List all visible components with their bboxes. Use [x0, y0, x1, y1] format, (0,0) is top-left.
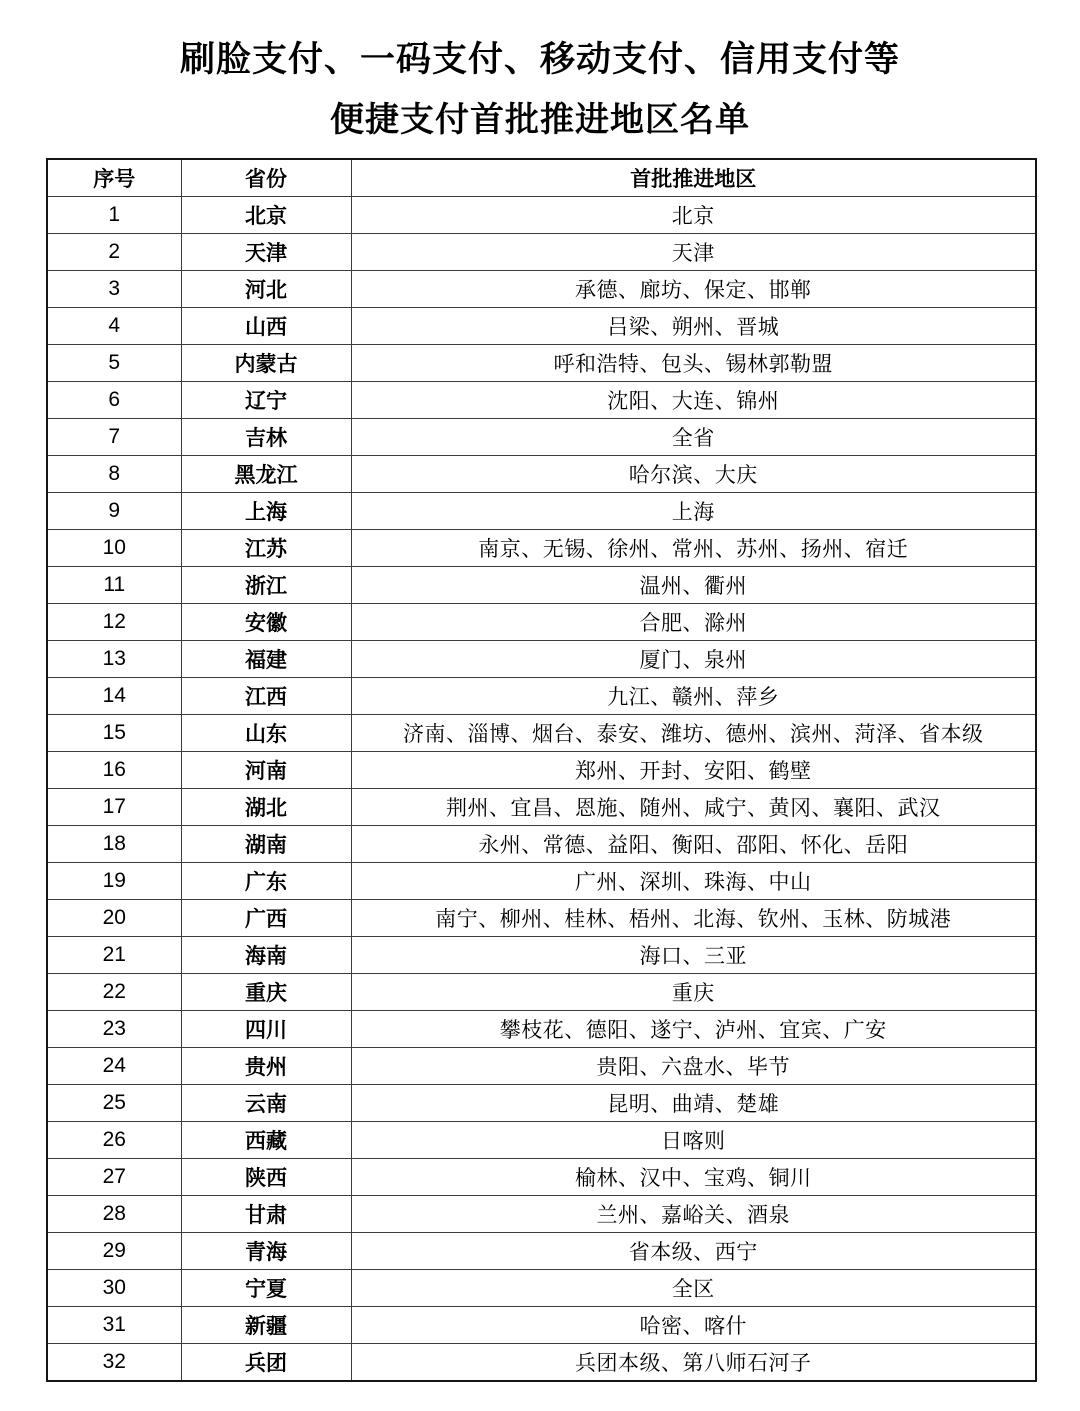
- table-header-row: [47, 159, 1036, 197]
- cell-no: 32: [47, 1344, 181, 1382]
- cell-no: 29: [47, 1233, 181, 1270]
- cell-province: 海南: [181, 937, 351, 974]
- cell-regions: 全省: [351, 419, 1036, 456]
- table-row: [47, 271, 1036, 308]
- cell-regions: 合肥、滁州: [351, 604, 1036, 641]
- cell-no: 5: [47, 345, 181, 382]
- table-row: [47, 1344, 1036, 1382]
- table-row: [47, 1048, 1036, 1085]
- cell-province: 辽宁: [181, 382, 351, 419]
- cell-regions: 兵团本级、第八师石河子: [351, 1344, 1036, 1382]
- cell-no: 7: [47, 419, 181, 456]
- cell-regions: 上海: [351, 493, 1036, 530]
- cell-regions: 攀枝花、德阳、遂宁、泸州、宜宾、广安: [351, 1011, 1036, 1048]
- cell-province: 新疆: [181, 1307, 351, 1344]
- table-row: [47, 604, 1036, 641]
- cell-no: 13: [47, 641, 181, 678]
- table-row: [47, 937, 1036, 974]
- cell-no: 28: [47, 1196, 181, 1233]
- cell-province: 广东: [181, 863, 351, 900]
- cell-province: 西藏: [181, 1122, 351, 1159]
- table-row: [47, 789, 1036, 826]
- cell-regions: 温州、衢州: [351, 567, 1036, 604]
- cell-no: 31: [47, 1307, 181, 1344]
- cell-no: 1: [47, 197, 181, 234]
- cell-regions: 榆林、汉中、宝鸡、铜川: [351, 1159, 1036, 1196]
- cell-province: 山东: [181, 715, 351, 752]
- table-row: [47, 456, 1036, 493]
- table-row: [47, 715, 1036, 752]
- cell-no: 25: [47, 1085, 181, 1122]
- cell-regions: 省本级、西宁: [351, 1233, 1036, 1270]
- cell-regions: 日喀则: [351, 1122, 1036, 1159]
- page-title-line2: 便捷支付首批推进地区名单: [330, 102, 750, 139]
- table-row: [47, 826, 1036, 863]
- cell-no: 24: [47, 1048, 181, 1085]
- cell-province: 云南: [181, 1085, 351, 1122]
- cell-no: 10: [47, 530, 181, 567]
- table-row: [47, 345, 1036, 382]
- cell-province: 宁夏: [181, 1270, 351, 1307]
- cell-regions: 承德、廊坊、保定、邯郸: [351, 271, 1036, 308]
- cell-regions: 天津: [351, 234, 1036, 271]
- cell-no: 23: [47, 1011, 181, 1048]
- table-row: [47, 1196, 1036, 1233]
- table-row: [47, 1085, 1036, 1122]
- cell-no: 26: [47, 1122, 181, 1159]
- cell-no: 11: [47, 567, 181, 604]
- cell-no: 20: [47, 900, 181, 937]
- cell-province: 黑龙江: [181, 456, 351, 493]
- cell-no: 9: [47, 493, 181, 530]
- table-body: [47, 197, 1036, 1382]
- cell-province: 青海: [181, 1233, 351, 1270]
- cell-province: 陕西: [181, 1159, 351, 1196]
- cell-province: 吉林: [181, 419, 351, 456]
- cell-regions: 重庆: [351, 974, 1036, 1011]
- table-row: [47, 234, 1036, 271]
- table-row: [47, 197, 1036, 234]
- column-header-regions: 首批推进地区: [351, 159, 1036, 197]
- table-row: [47, 1233, 1036, 1270]
- cell-regions: 呼和浩特、包头、锡林郭勒盟: [351, 345, 1036, 382]
- cell-province: 河北: [181, 271, 351, 308]
- cell-regions: 南京、无锡、徐州、常州、苏州、扬州、宿迁: [351, 530, 1036, 567]
- cell-province: 北京: [181, 197, 351, 234]
- cell-regions: 哈尔滨、大庆: [351, 456, 1036, 493]
- table-row: [47, 678, 1036, 715]
- table-row: [47, 567, 1036, 604]
- cell-regions: 吕梁、朔州、晋城: [351, 308, 1036, 345]
- cell-regions: 荆州、宜昌、恩施、随州、咸宁、黄冈、襄阳、武汉: [351, 789, 1036, 826]
- cell-no: 2: [47, 234, 181, 271]
- table-row: [47, 1270, 1036, 1307]
- cell-no: 16: [47, 752, 181, 789]
- cell-no: 3: [47, 271, 181, 308]
- cell-regions: 厦门、泉州: [351, 641, 1036, 678]
- cell-no: 21: [47, 937, 181, 974]
- table-row: [47, 1159, 1036, 1196]
- cell-no: 30: [47, 1270, 181, 1307]
- cell-province: 江西: [181, 678, 351, 715]
- table-row: [47, 641, 1036, 678]
- cell-province: 浙江: [181, 567, 351, 604]
- cell-no: 22: [47, 974, 181, 1011]
- cell-regions: 海口、三亚: [351, 937, 1036, 974]
- cell-province: 内蒙古: [181, 345, 351, 382]
- column-header-no: 序号: [47, 159, 181, 197]
- table-row: [47, 308, 1036, 345]
- region-table-container: [46, 158, 1037, 1382]
- cell-province: 甘肃: [181, 1196, 351, 1233]
- cell-province: 四川: [181, 1011, 351, 1048]
- table-row: [47, 863, 1036, 900]
- table-row: [47, 974, 1036, 1011]
- cell-regions: 贵阳、六盘水、毕节: [351, 1048, 1036, 1085]
- cell-no: 17: [47, 789, 181, 826]
- cell-no: 6: [47, 382, 181, 419]
- cell-province: 安徽: [181, 604, 351, 641]
- cell-regions: 哈密、喀什: [351, 1307, 1036, 1344]
- cell-province: 天津: [181, 234, 351, 271]
- cell-regions: 沈阳、大连、锦州: [351, 382, 1036, 419]
- cell-province: 湖北: [181, 789, 351, 826]
- cell-province: 上海: [181, 493, 351, 530]
- cell-province: 湖南: [181, 826, 351, 863]
- cell-regions: 九江、赣州、萍乡: [351, 678, 1036, 715]
- cell-no: 15: [47, 715, 181, 752]
- cell-no: 4: [47, 308, 181, 345]
- cell-no: 27: [47, 1159, 181, 1196]
- table-row: [47, 419, 1036, 456]
- cell-regions: 昆明、曲靖、楚雄: [351, 1085, 1036, 1122]
- cell-regions: 南宁、柳州、桂林、梧州、北海、钦州、玉林、防城港: [351, 900, 1036, 937]
- cell-regions: 兰州、嘉峪关、酒泉: [351, 1196, 1036, 1233]
- table-row: [47, 493, 1036, 530]
- cell-province: 广西: [181, 900, 351, 937]
- column-header-province: 省份: [181, 159, 351, 197]
- cell-province: 重庆: [181, 974, 351, 1011]
- table-row: [47, 1122, 1036, 1159]
- table-row: [47, 1307, 1036, 1344]
- cell-regions: 北京: [351, 197, 1036, 234]
- cell-regions: 全区: [351, 1270, 1036, 1307]
- cell-province: 山西: [181, 308, 351, 345]
- table-row: [47, 1011, 1036, 1048]
- cell-no: 14: [47, 678, 181, 715]
- region-table: [46, 158, 1037, 1382]
- cell-regions: 永州、常德、益阳、衡阳、邵阳、怀化、岳阳: [351, 826, 1036, 863]
- cell-regions: 济南、淄博、烟台、泰安、潍坊、德州、滨州、菏泽、省本级: [351, 715, 1036, 752]
- table-row: [47, 382, 1036, 419]
- cell-no: 12: [47, 604, 181, 641]
- table-row: [47, 900, 1036, 937]
- cell-province: 福建: [181, 641, 351, 678]
- cell-regions: 广州、深圳、珠海、中山: [351, 863, 1036, 900]
- cell-no: 8: [47, 456, 181, 493]
- document-header: [0, 0, 1080, 141]
- cell-province: 河南: [181, 752, 351, 789]
- cell-province: 江苏: [181, 530, 351, 567]
- table-row: [47, 752, 1036, 789]
- cell-province: 兵团: [181, 1344, 351, 1382]
- cell-province: 贵州: [181, 1048, 351, 1085]
- table-row: [47, 530, 1036, 567]
- cell-no: 18: [47, 826, 181, 863]
- cell-regions: 郑州、开封、安阳、鹤壁: [351, 752, 1036, 789]
- page-title-line1: 刷脸支付、一码支付、移动支付、信用支付等: [179, 40, 900, 79]
- cell-no: 19: [47, 863, 181, 900]
